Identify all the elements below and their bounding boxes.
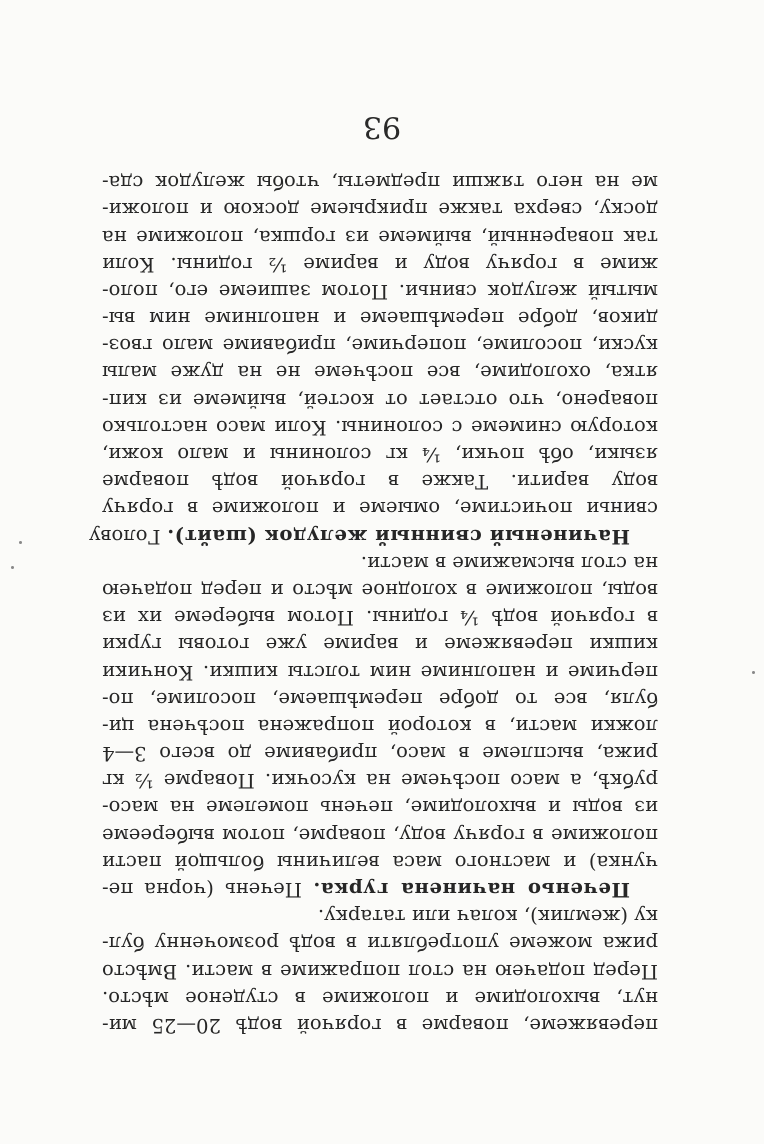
text-line <box>102 631 658 658</box>
line-text: в горячой водѣ ¼ годины. Потом выбереме их из <box>102 606 658 630</box>
text-line <box>102 495 658 522</box>
line-text: которую снимеме с солонины. Коли масо настолько <box>102 415 658 439</box>
text-line <box>102 822 658 849</box>
text-line <box>102 414 658 441</box>
line-text: ложки масти, в которой попражена посѣчена ци- <box>102 714 658 738</box>
line-text: ме на него тяжши предметы, чтобы желудок сда- <box>102 171 658 195</box>
text-line <box>102 1012 658 1039</box>
line-text: Голову <box>88 524 161 548</box>
text-line <box>102 713 658 740</box>
text-line <box>102 550 658 577</box>
text-line <box>102 196 658 223</box>
line-text: так поваренный, выймеме из горшка, положиме на <box>102 225 658 249</box>
text-line <box>102 441 658 468</box>
line-text: рижа можеме употребляти в водѣ розмоченну бул- <box>102 932 658 956</box>
line-text: воду варити. Также в горячой водѣ поварме <box>102 470 658 494</box>
text-line <box>102 577 658 604</box>
line-text: языки, обѣ почки, ¼ кг солонины и мало кожи, <box>102 443 658 467</box>
line-text: ятка, охолодиме, все посѣчеме не на дуже малы <box>102 361 658 385</box>
text-line <box>102 468 658 495</box>
text-line <box>102 794 658 821</box>
text-line <box>102 930 658 957</box>
text-line <box>102 686 658 713</box>
line-text: чунка) и мастного маса величины больщой пасти <box>102 850 658 874</box>
line-text: мытый желудок свиньи. Потом зашиеме его, поло- <box>102 279 658 303</box>
line-text: поварено, что отстает от костей, выймеме из кип- <box>102 388 658 412</box>
line-text: на стол высмажиме в масти. <box>360 551 658 575</box>
scan-speck <box>11 566 14 569</box>
line-text: свиньи почистиме, омыеме и положиме в горячу <box>102 497 658 521</box>
text-line <box>102 169 658 196</box>
recipe-heading: Начиненый свинный желудок (шайт). <box>166 524 630 548</box>
text-line <box>102 332 658 359</box>
text-line <box>102 903 658 930</box>
line-text: Печень (чорна пе- <box>101 878 302 902</box>
text-line <box>102 387 658 414</box>
line-text: жиме в горячу воду и вариме ½ годины. Коли <box>102 252 658 276</box>
line-text: ку (жемлик), колач или татарку. <box>317 905 658 929</box>
text-line <box>102 876 658 903</box>
recipe-heading: Печеньо начинена гурка. <box>312 878 630 902</box>
text-line <box>102 305 658 332</box>
line-text: куски, посолиме, поперчиме, прибавиме мало гвоз- <box>102 334 658 358</box>
text-line <box>102 849 658 876</box>
text-line <box>102 740 658 767</box>
scan-speck <box>752 671 755 674</box>
line-text: рижа, высплеме в масо, прибавиме до всего 3—4 <box>102 742 658 766</box>
line-text: из воды и выхолодиме, печень помелеме на масо- <box>102 796 658 820</box>
line-text: Перед подачею на стол попражиме в масти. Вмѣсто <box>102 959 658 983</box>
text-line <box>102 251 658 278</box>
text-line <box>102 767 658 794</box>
line-text: перевяжеме, поварме в горячой водѣ 20—25 ми- <box>102 1014 658 1037</box>
text-line <box>102 658 658 685</box>
text-line <box>102 278 658 305</box>
line-text: нут, выхолодиме и положиме в студеное мѣсто. <box>102 986 658 1010</box>
line-text: диков, добре перемѣшаеме и наполниме ним вы- <box>102 307 658 331</box>
text-block <box>88 169 658 1039</box>
line-text: рубкѣ, а масо посѣчеме на кусочки. Поварме ½ кг <box>102 769 658 793</box>
text-line <box>88 522 658 549</box>
text-line <box>102 359 658 386</box>
page-number: 93 <box>362 109 402 144</box>
text-line <box>102 957 658 984</box>
text-line <box>102 223 658 250</box>
text-line <box>102 985 658 1012</box>
line-text: перчиме и наполниме ним толсты кишки. Кончики <box>102 660 658 684</box>
text-line <box>102 604 658 631</box>
scan-speck <box>19 541 22 544</box>
line-text: буля, все то добре перемѣшаеме, посолиме, по- <box>102 687 658 711</box>
line-text: воды, положиме в холодное мѣсто и перед подачею <box>102 579 658 602</box>
line-text: положиме в горячу воду, поварме, потом выберееме <box>102 823 658 847</box>
line-text: доску, сверха также прикрыеме доскою и положи- <box>102 198 658 222</box>
line-text: кишки перевяжеме и вариме уже готовы гурки <box>102 633 658 657</box>
